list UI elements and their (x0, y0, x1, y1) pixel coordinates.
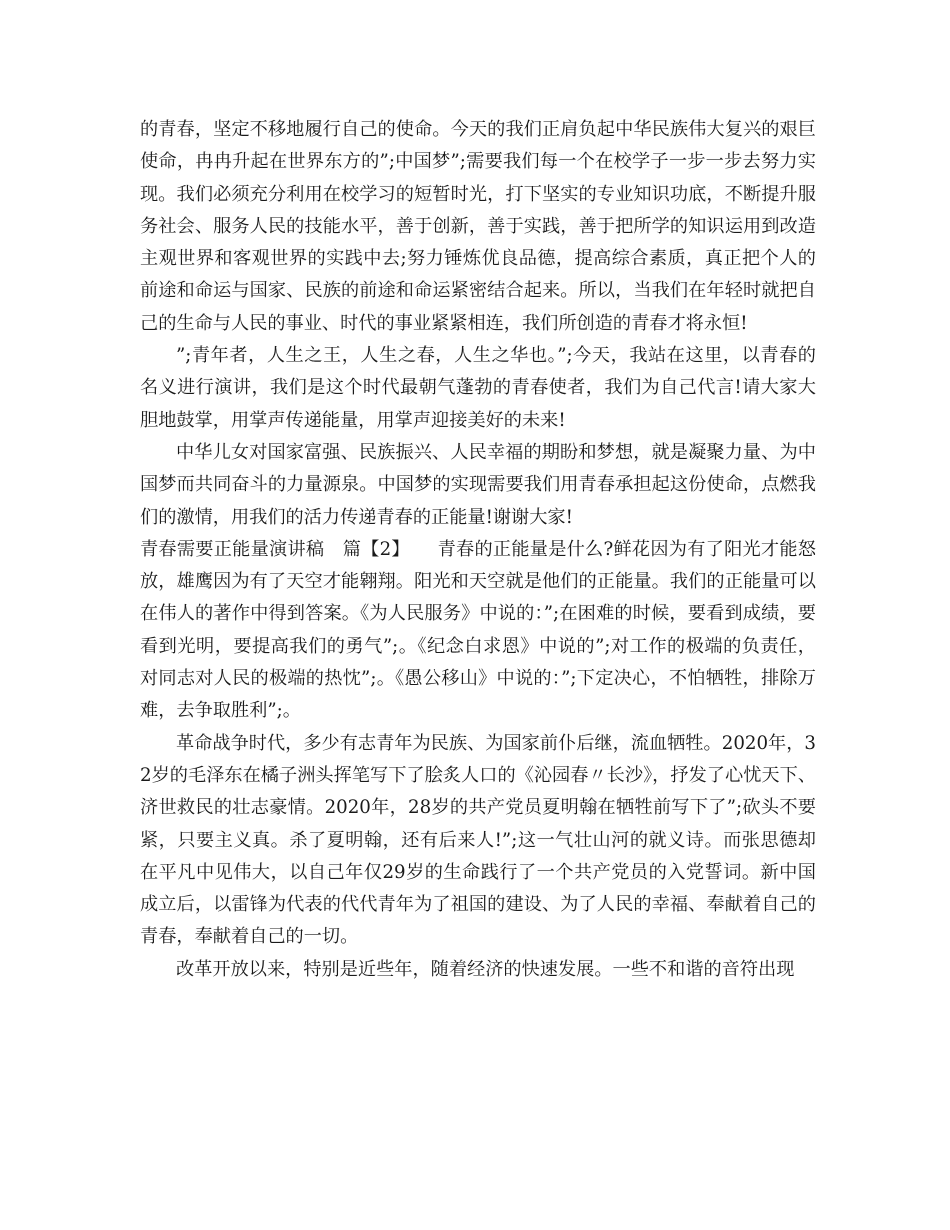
paragraph-4-body: 青春的正能量是什么?鲜花因为有了阳光才能怒放，雄鹰因为有了天空才能翱翔。阳光和天空就是他们的正能量。我们的正能量可以在伟人的著作中得到答案。《为人民服务》中说的：”;在困难的时候，要看到成绩，要看到光明，要提高我们的勇气”;。《纪念白求恩》中说的”;对工作的极端的负责任，对同志对人民的极端的热忱”;。《愚公移山》中说的：”;下定决心，不怕牺牲，排除万难，去争取胜利”;。 (140, 538, 816, 722)
paragraph-4 (140, 534, 816, 728)
paragraph-3: 中华儿女对国家富强、民族振兴、人民幸福的期盼和梦想，就是凝聚力量、为中国梦而共同奋斗的力量源泉。中国梦的实现需要我们用青春承担起这份使命，点燃我们的激情，用我们的活力传递青春的正能量!谢谢大家! (140, 441, 816, 528)
paragraph-5: 革命战争时代，多少有志青年为民族、为国家前仆后继，流血牺牲。2020年，32岁的毛泽东在橘子洲头挥笔写下了脍炙人口的《沁园春〃长沙》，抒发了心忧天下、济世救民的壮志豪情。2020年，28岁的共产党员夏明翰在牺牲前写下了”;砍头不要紧，只要主义真。杀了夏明翰，还有后来人!”;这一气壮山河的就义诗。而张思德却在平凡中见伟大，以自己年仅29岁的生命践行了一个共产党员的入党誓词。新中国成立后，以雷锋为代表的代代青年为了祖国的建设、为了人民的幸福、奉献着自己的青春，奉献着自己的一切。 (140, 732, 816, 948)
paragraph-1: 的青春，坚定不移地履行自己的使命。今天的我们正肩负起中华民族伟大复兴的艰巨使命，冉冉升起在世界东方的”;中国梦”;需要我们每一个在校学子一步一步去努力实现。我们必须充分利用在校学习的短暂时光，打下坚实的专业知识功底，不断提升服务社会、服务人民的技能水平，善于创新，善于实践，善于把所学的知识运用到改造主观世界和客观世界的实践中去;努力锤炼优良品德，提高综合素质，真正把个人的前途和命运与国家、民族的前途和命运紧密结合起来。所以，当我们在年轻时就把自己的生命与人民的事业、时代的事业紧紧相连，我们所创造的青春才将永恒! (140, 119, 816, 334)
paragraph-6: 改革开放以来，特别是近些年，随着经济的快速发展。一些不和谐的音符出现 (176, 958, 795, 980)
document-body (140, 114, 816, 986)
paragraph-2: ”;青年者，人生之王，人生之春，人生之华也。”;今天，我站在这里，以青春的名义进行演讲，我们是这个时代最朝气蓬勃的青春使者，我们为自己代言!请大家大胆地鼓掌，用掌声传递能量，用掌声迎接美好的未来! (140, 345, 816, 431)
section-heading: 青春需要正能量演讲稿 篇【2】 (140, 538, 438, 560)
